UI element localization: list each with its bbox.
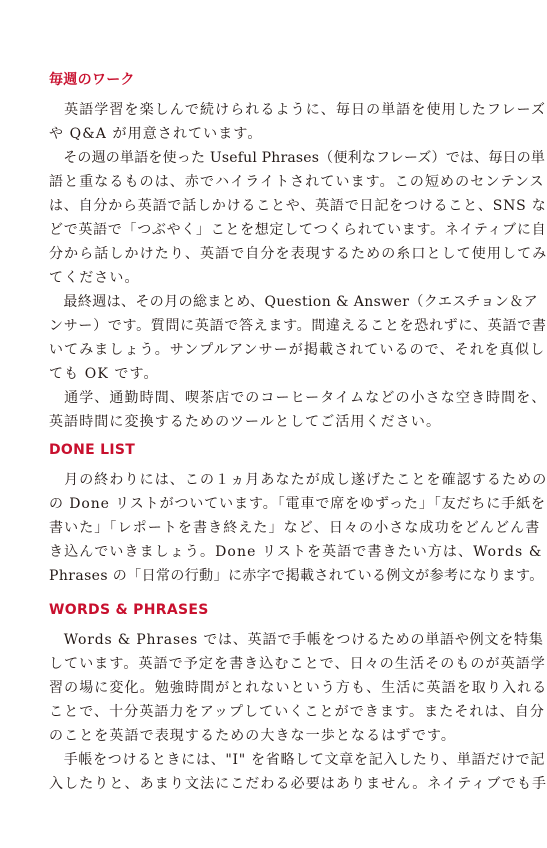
paragraph-line: 書いた」「レポートを書き終えた」など、日々の小さな成功をどんどん書 bbox=[49, 520, 541, 536]
paragraph-line: 習の場に変化。勉強時間がとれないという方も、生活に英語を取り入れる bbox=[49, 680, 547, 696]
paragraph-line: 英語学習を楽しんで続けられるように、毎日の単語を使用したフレーズ bbox=[49, 102, 547, 118]
paragraph-line: 月の終わりには、この１ヵ月あなたが成し遂げたことを確認するための bbox=[49, 472, 547, 488]
paragraph-line: 通学、通勤時間、喫茶店でのコーヒータイムなどの小さな空き時間を、 bbox=[49, 390, 547, 406]
paragraph-line: てください。 bbox=[49, 270, 140, 286]
section-title-done-list: DONE LIST bbox=[49, 442, 136, 458]
section-title-words-phrases: WORDS & PHRASES bbox=[49, 602, 209, 618]
paragraph-line: は、自分から英語で話しかけることや、英語で日記をつけること、SNS な bbox=[49, 198, 547, 214]
paragraph-line: その週の単語を使った Useful Phrases（便利なフレーズ）では、毎日の単 bbox=[49, 150, 546, 166]
paragraph-line: 手帳をつけるときには、"I" を省略して文章を記入したり、単語だけで記 bbox=[49, 752, 546, 768]
paragraph-line: いてみましょう。サンプルアンサーが掲載されているので、それを真似し bbox=[49, 342, 546, 358]
paragraph-line: 入したりと、あまり文法にこだわる必要はありません。ネイティブでも手 bbox=[49, 776, 547, 792]
paragraph-line: 分から話しかけたり、英語で自分を表現するための糸口として使用してみ bbox=[49, 246, 547, 262]
paragraph-line: 語と重なるものは、赤でハイライトされています。この短めのセンテンス bbox=[49, 174, 545, 190]
paragraph-line: しています。英語で予定を書き込むことで、日々の生活そのものが英語学 bbox=[49, 656, 546, 672]
paragraph-line: き込んでいきましょう。Done リストを英語で書きたい方は、Words & bbox=[49, 544, 543, 560]
paragraph-line: どで英語で「つぶやく」ことを想定してつくられています。ネイティブに自 bbox=[49, 222, 547, 238]
paragraph-line: Words & Phrases では、英語で手帳をつけるための単語や例文を特集 bbox=[49, 632, 544, 648]
paragraph-line: 最終週は、その月の総まとめ、Question & Answer（クエスチョン＆ア bbox=[49, 294, 539, 310]
paragraph-line: の Done リストがついています。「電車で席をゆずった」「友だちに手紙を bbox=[49, 496, 546, 512]
paragraph-line: 英語時間に変換するためのツールとしてご活用ください。 bbox=[49, 414, 442, 430]
paragraph-line: のことを英語で表現するための大きな一歩となるはずです。 bbox=[49, 728, 456, 744]
paragraph-line: ても OK です。 bbox=[49, 366, 159, 382]
paragraph-line: Phrases の「日常の行動」に赤字で掲載されている例文が参考になります。 bbox=[49, 568, 544, 584]
paragraph-line: ンサー）です。質問に英語で答えます。間違えることを恐れずに、英語で書 bbox=[49, 318, 547, 334]
paragraph-line: や Q&A が用意されています。 bbox=[49, 126, 263, 142]
paragraph-line: ことで、十分英語力をアップしていくことができます。またそれは、自分 bbox=[49, 704, 545, 720]
section-title-weekly-work: 毎週のワーク bbox=[49, 72, 135, 88]
